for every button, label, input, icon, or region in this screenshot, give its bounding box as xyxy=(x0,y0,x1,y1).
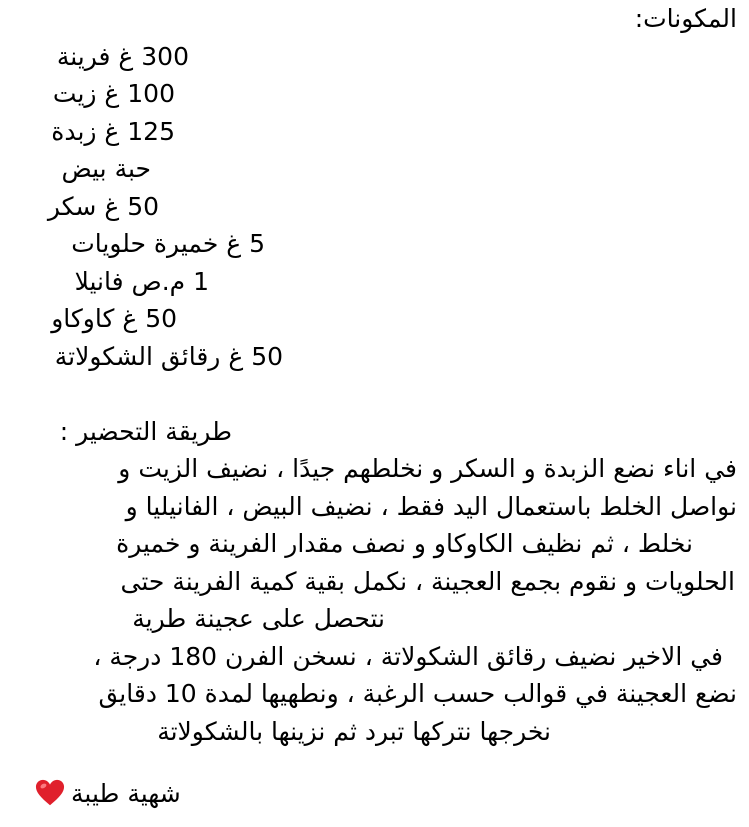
ingredient-item: 50 غ رقائق الشكولاتة xyxy=(54,341,283,371)
method-line: نخرجها نتركها تبرد ثم نزينها بالشكولاتة xyxy=(157,716,551,746)
ingredient-item: حبة بيض xyxy=(61,154,151,183)
ingredient-item: 1 م.ص فانيلا xyxy=(74,266,209,296)
ingredients-title: المكونات: xyxy=(634,4,737,33)
method-line: في اناء نضع الزبدة و السكر و نخلطهم جيدًا ، نضيف الزيت و xyxy=(118,454,737,483)
method-line: الحلويات و نقوم بجمع العجينة ، نكمل بقية كمية الفرينة حتى xyxy=(120,566,735,596)
ingredient-item: 5 غ خميرة حلويات xyxy=(71,229,265,258)
method-title: طريقة التحضير : xyxy=(59,416,232,446)
ingredient-item: 100 غ زيت xyxy=(52,79,175,108)
method-line: نواصل الخلط باستعمال اليد فقط ، نضيف البيض ، الفانيليا و xyxy=(125,491,737,521)
method-line: نتحصل على عجينة طرية xyxy=(132,604,385,633)
heart-shape xyxy=(36,780,64,805)
red-heart-icon xyxy=(35,778,65,808)
method-line: نضع العجينة في قوالب حسب الرغبة ، ونطهيها لمدة 10 دقايق xyxy=(98,679,737,708)
method-line: نخلط ، ثم نظيف الكاوكاو و نصف مقدار الفرينة و خميرة xyxy=(116,529,693,558)
closing-text: شهية طيبة xyxy=(71,778,181,808)
closing-line xyxy=(35,778,181,808)
ingredient-item: 50 غ كاوكاو xyxy=(51,304,177,333)
method-line: في الاخير نضيف رقائق الشكولاتة ، نسخن الفرن 180 درجة ، xyxy=(93,641,723,671)
ingredient-item: 300 غ فرينة xyxy=(56,41,189,71)
method-paragraph xyxy=(16,450,737,750)
spacer xyxy=(16,375,737,413)
ingredient-item: 125 غ زبدة xyxy=(51,116,175,146)
ingredients-list xyxy=(16,38,737,376)
ingredient-item: 50 غ سكر xyxy=(47,191,159,221)
